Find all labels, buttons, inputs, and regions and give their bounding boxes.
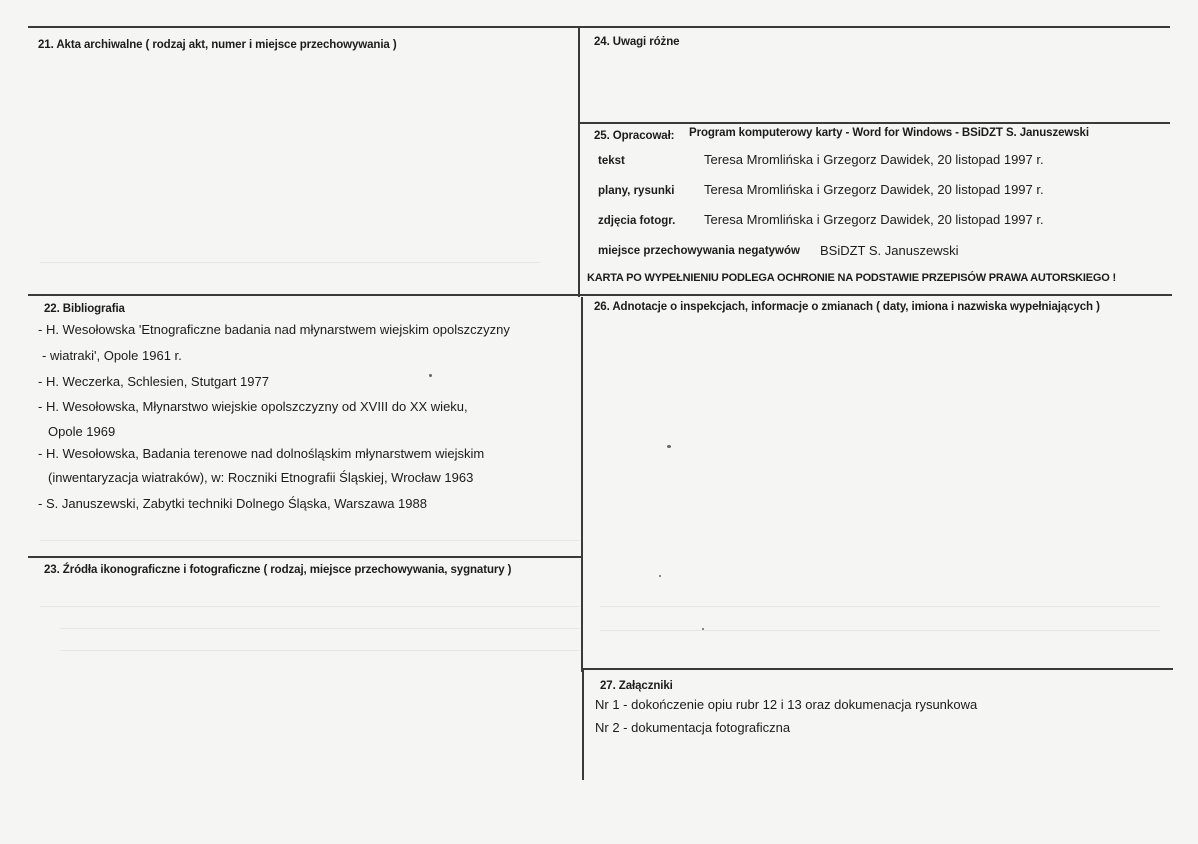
scan-speck	[429, 374, 432, 377]
divider-22-23	[28, 556, 582, 558]
bleed-through-line	[600, 630, 1160, 631]
row-value-plany: Teresa Mromlińska i Grzegorz Dawidek, 20 listopad 1997 r.	[704, 182, 1044, 197]
bibliography-line: - H. Wesołowska 'Etnograficzne badania nad młynarstwem wiejskim opolszczyzny	[38, 322, 510, 337]
section-27-title: 27. Załączniki	[600, 680, 673, 692]
section-21-title: 21. Akta archiwalne ( rodzaj akt, numer i miejsce przechowywania )	[38, 39, 397, 51]
row-label-plany: plany, rysunki	[598, 185, 675, 197]
section-23-title: 23. Źródła ikonograficzne i fotograficzne ( rodzaj, miejsce przechowywania, sygnatury )	[44, 564, 512, 576]
bibliography-line: (inwentaryzacja wiatraków), w: Roczniki Etnografii Śląskiej, Wrocław 1963	[48, 470, 474, 485]
row-label-zdjecia: zdjęcia fotogr.	[598, 215, 676, 227]
row-value-tekst: Teresa Mromlińska i Grzegorz Dawidek, 20 listopad 1997 r.	[704, 152, 1044, 167]
scan-speck	[659, 575, 661, 577]
negatives-value: BSiDZT S. Januszewski	[820, 243, 959, 258]
section-25-program: Program komputerowy karty - Word for Windows - BSiDZT S. Januszewski	[689, 127, 1089, 139]
section-25-title: 25. Opracował:	[594, 130, 675, 142]
top-border-line	[28, 26, 1170, 28]
bleed-through-line	[60, 650, 580, 651]
bleed-through-line	[40, 540, 580, 541]
bibliography-line: - H. Wesołowska, Młynarstwo wiejskie opolszczyzny od XVIII do XX wieku,	[38, 399, 468, 414]
row-label-tekst: tekst	[598, 155, 625, 167]
section-24-title: 24. Uwagi różne	[594, 36, 680, 48]
scan-speck	[667, 445, 671, 448]
copyright-notice: KARTA PO WYPEŁNIENIU PODLEGA OCHRONIE NA PODSTAWIE PRZEPISÓW PRAWA AUTORSKIEGO !	[587, 272, 1116, 284]
negatives-label: miejsce przechowywania negatywów	[598, 245, 800, 257]
bleed-through-line	[600, 606, 1160, 607]
bibliography-line: - H. Wesołowska, Badania terenowe nad dolnośląskim młynarstwem wiejskim	[38, 446, 485, 461]
bibliography-line: - H. Weczerka, Schlesien, Stutgart 1977	[38, 374, 269, 389]
divider-21-22	[28, 294, 1172, 296]
scan-speck	[702, 628, 704, 630]
divider-24-25	[580, 122, 1170, 124]
attachment-item: Nr 1 - dokończenie opiu rubr 12 i 13 oraz dokumenacja rysunkowa	[595, 697, 978, 712]
bleed-through-line	[60, 628, 580, 629]
bleed-through-line	[40, 606, 580, 607]
divider-26-27	[583, 668, 1173, 670]
row-value-zdjecia: Teresa Mromlińska i Grzegorz Dawidek, 20 listopad 1997 r.	[704, 212, 1044, 227]
bibliography-line: Opole 1969	[48, 424, 116, 439]
center-divider-middle	[581, 297, 583, 672]
attachment-item: Nr 2 - dokumentacja fotograficzna	[595, 720, 791, 735]
center-divider-lower	[582, 670, 584, 780]
bleed-through-line	[40, 262, 540, 263]
bibliography-line: - wiatraki', Opole 1961 r.	[42, 348, 182, 363]
bibliography-line: - S. Januszewski, Zabytki techniki Dolnego Śląska, Warszawa 1988	[38, 496, 427, 511]
section-26-title: 26. Adnotacje o inspekcjach, informacje o zmianach ( daty, imiona i nazwiska wypełniających )	[594, 301, 1100, 313]
section-22-title: 22. Bibliografia	[44, 303, 125, 315]
center-divider-upper	[578, 26, 580, 297]
